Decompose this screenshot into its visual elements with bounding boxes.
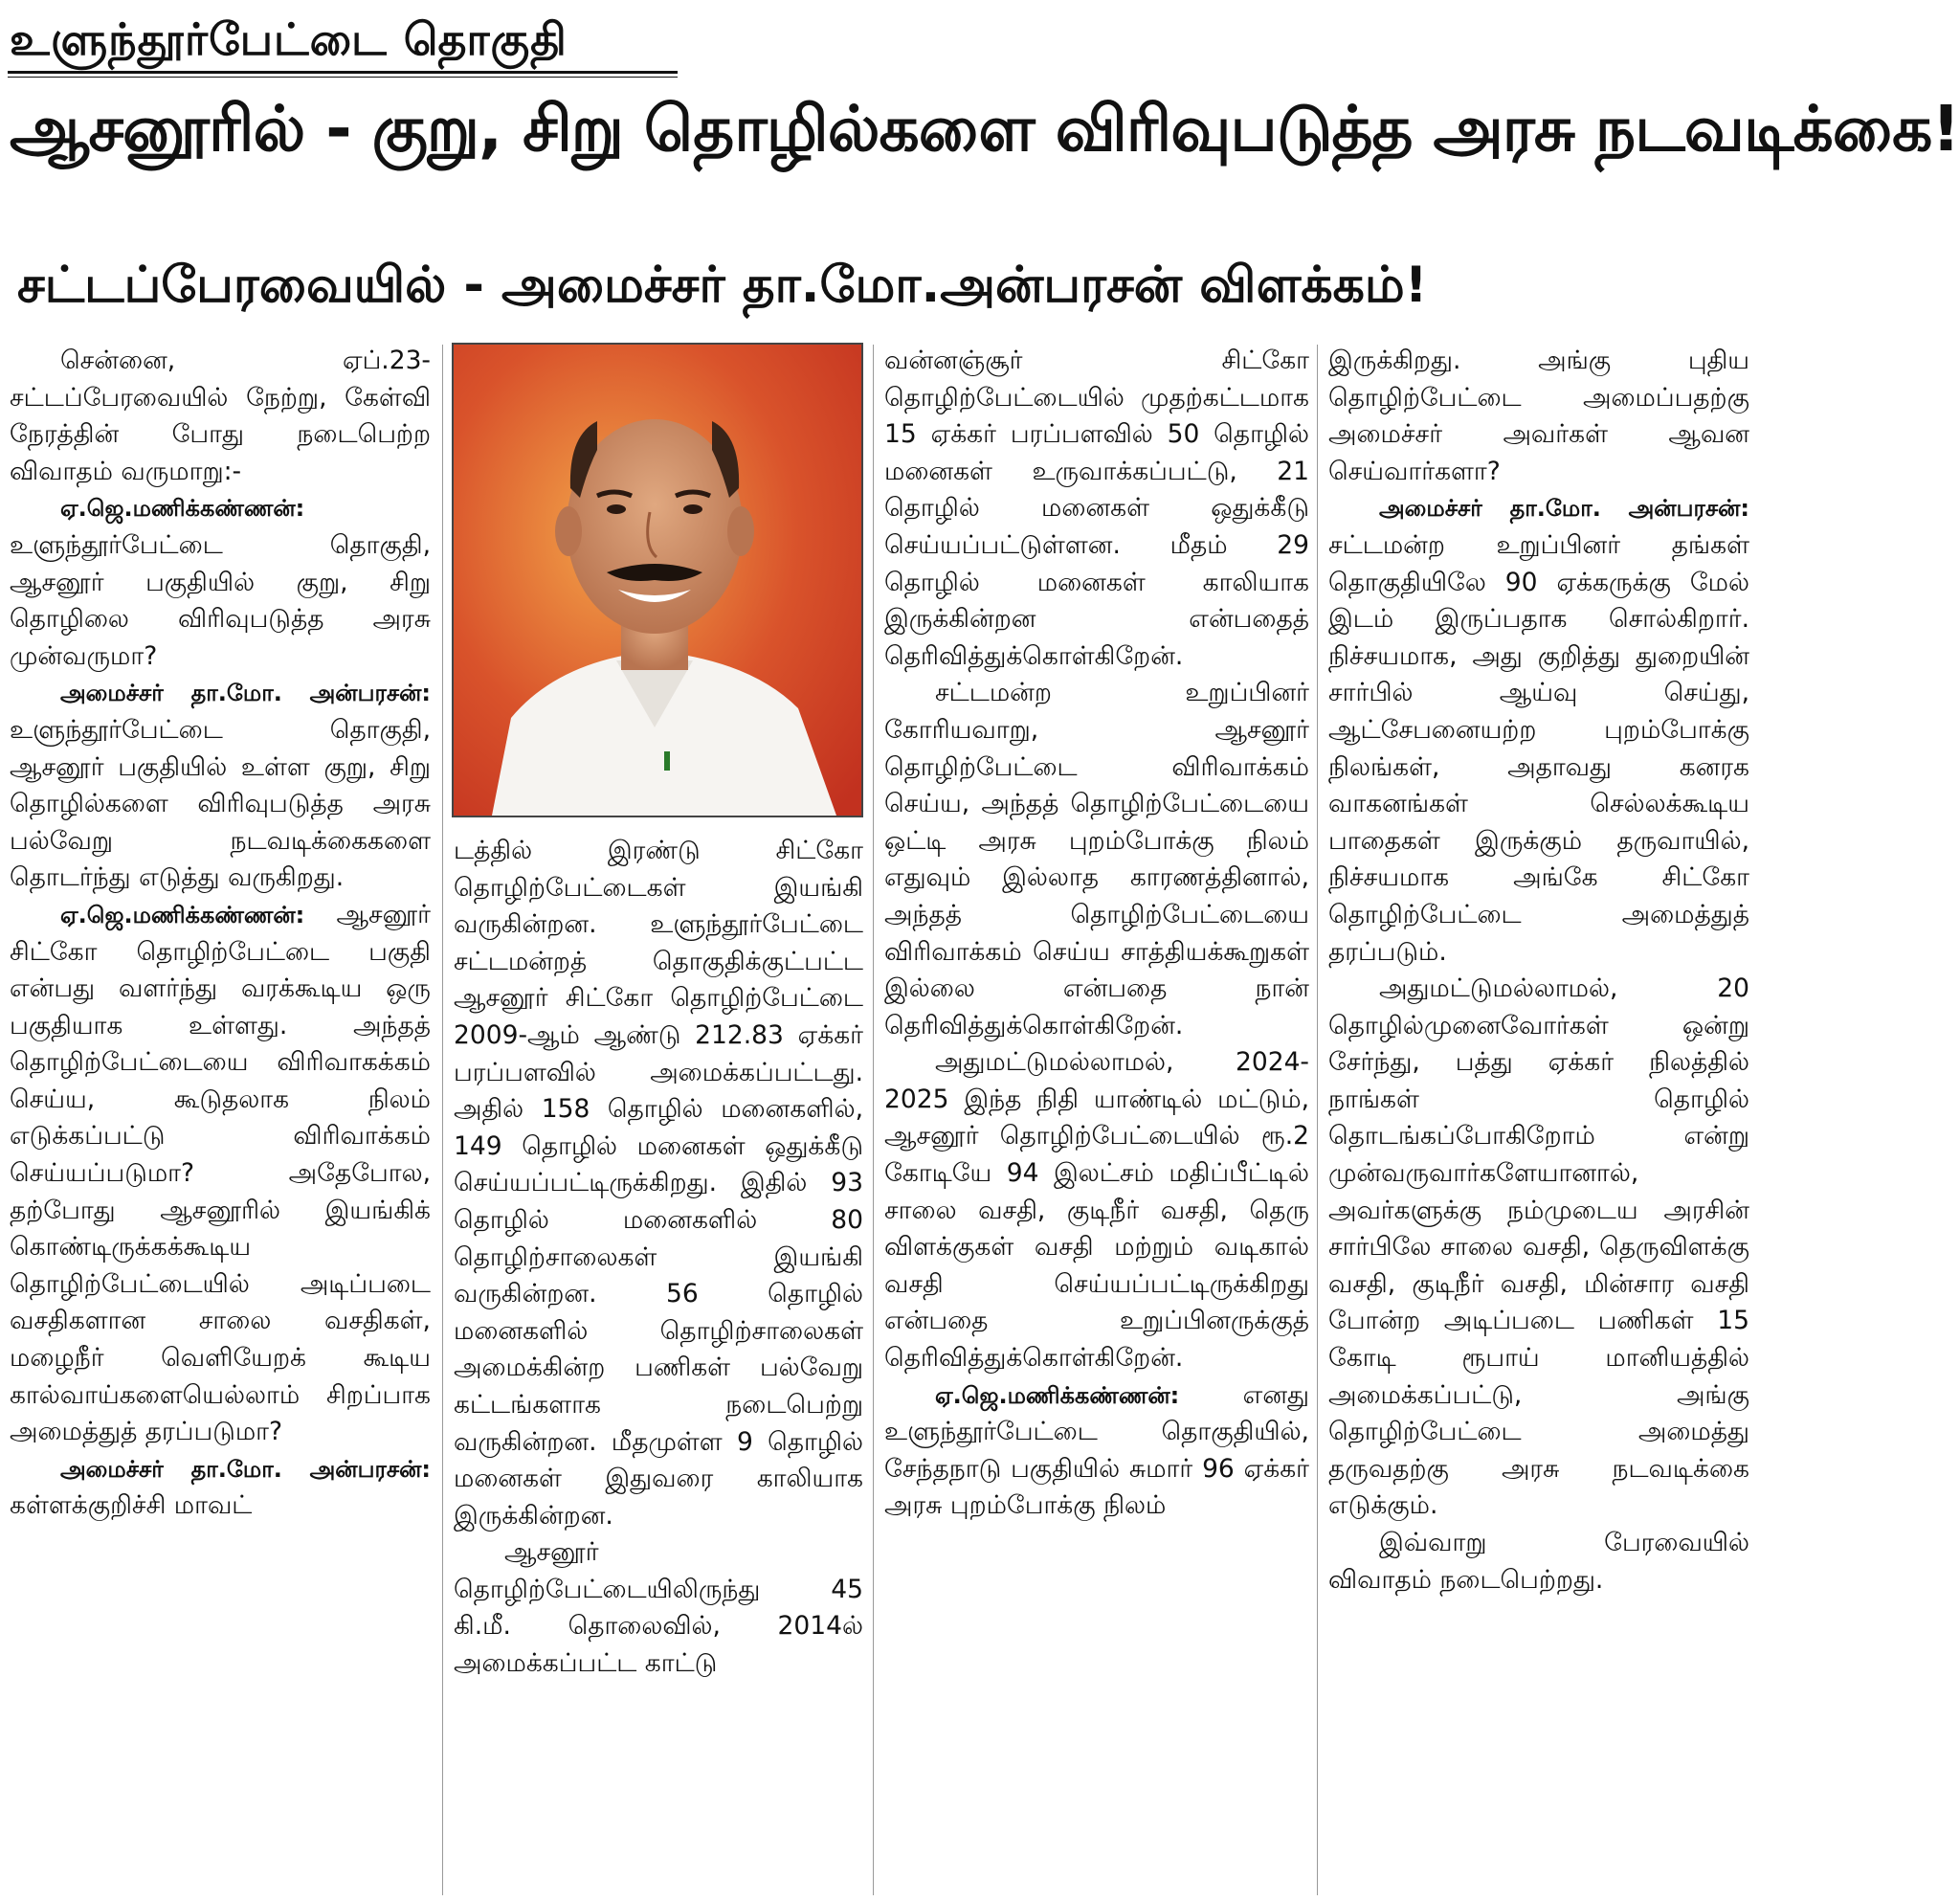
paragraph-text: உளுந்தூர்பேட்டை தொகுதி, ஆசனூர் பகுதியில் உள்ள குறு, சிறு தொழில்களை விரிவுபடுத்த அரசு பல்வேறு நடவடிக்கைகளை தொடர்ந்து எடுத்து வருகிறது. bbox=[10, 714, 431, 893]
paragraph bbox=[884, 675, 1309, 1044]
paragraph-text: இருக்கிறது. அங்கு புதிய தொழிற்பேட்டை அமைப்பதற்கு அமைச்சர் அவர்கள் ஆவன செய்வார்களா? bbox=[1328, 346, 1749, 486]
paragraph bbox=[884, 343, 1309, 675]
column-divider bbox=[442, 345, 443, 1895]
article-column-3 bbox=[884, 343, 1309, 1525]
paragraph-text: டத்தில் இரண்டு சிட்கோ தொழிற்பேட்டைகள் இயங்கி வருகின்றன. உளுந்தூர்பேட்டை சட்டமன்றத் தொகுதிக்குட்பட்ட ஆசனூர் சிட்கோ தொழிற்பேட்டை 2009-ஆம் ஆண்டு 212.83 ஏக்கர் பரப்பளவில் அமைக்கப்பட்டது. அதில் 158 தொழில் மனைகளில், 149 தொழில் மனைகள் ஒதுக்கீடு செய்யப்பட்டிருக்கிறது. இதில் 93 தொழில் மனைகளில் 80 தொழிற்சாலைகள் இயங்கி வருகின்றன. 56 தொழில் மனைகளில் தொழிற்சாலைகள் அமைக்கின்ற பணிகள் பல்வேறு கட்டங்களாக நடைபெற்று வருகின்றன. மீதமுள்ள 9 தொழில் மனைகள் இதுவரை காலியாக இருக்கின்றன. bbox=[454, 836, 863, 1531]
minister-photo bbox=[452, 343, 863, 817]
section-kicker: உளுந்தூர்பேட்டை தொகுதி bbox=[10, 13, 568, 65]
paragraph-text: சட்டமன்ற உறுப்பினர் கோரியவாறு, ஆசனூர் தொழிற்பேட்டை விரிவாக்கம் செய்ய, அந்தத் தொழிற்பேட்டையை ஒட்டி அரசு புறம்போக்கு நிலம் எதுவும் இல்லாத காரணத்தினால், அந்தத் தொழிற்பேட்டையை விரிவாக்கம் செய்ய சாத்தியக்கூறுகள் இல்லை என்பதை நான் தெரிவித்துக்கொள்கிறேன். bbox=[884, 678, 1309, 1040]
minister-portrait-photo-icon bbox=[454, 345, 861, 816]
paragraph-text: சென்னை, ஏப்.23- சட்டப்பேரவையில் நேற்று, கேள்வி நேரத்தின் போது நடைபெற்ற விவாதம் வருமாறு:- bbox=[10, 346, 431, 486]
headline: ஆசனூரில் - குறு, சிறு தொழில்களை விரிவுபடுத்த அரசு நடவடிக்கை! bbox=[10, 92, 1960, 166]
paragraph-text: வன்னஞ்சூர் சிட்கோ தொழிற்பேட்டையில் முதற்கட்டமாக 15 ஏக்கர் பரப்பளவில் 50 தொழில் மனைகள் உருவாக்கப்பட்டு, 21 தொழில் மனைகள் ஒதுக்கீடு செய்யப்பட்டுள்ளன. மீதம் 29 தொழில் மனைகள் காலியாக இருக்கின்றன என்பதைத் தெரிவித்துக்கொள்கிறேன். bbox=[884, 346, 1309, 671]
paragraph bbox=[884, 1377, 1309, 1525]
paragraph-text: அதுமட்டுமல்லாமல், 20 தொழில்முனைவோர்கள் ஒன்று சேர்ந்து, பத்து ஏக்கர் நிலத்தில் நாங்கள் தொழில் தொடங்கப்போகிறோம் என்று முன்வருவார்களேயானால், அவர்களுக்கு நம்முடைய அரசின் சார்பிலே சாலை வசதி, தெருவிளக்கு வசதி, குடிநீர் வசதி, மின்சார வசதி போன்ற அடிப்படை பணிகள் 15 கோடி ரூபாய் மானியத்தில் அமைக்கப்பட்டு, அங்கு தொழிற்பேட்டை அமைத்து தருவதற்கு அரசு நடவடிக்கை எடுக்கும். bbox=[1328, 973, 1749, 1521]
paragraph-text: ஆசனூர் தொழிற்பேட்டையிலிருந்து 45 கி.மீ. தொலைவில், 2014ல் அமைக்கப்பட்ட காட்டு bbox=[454, 1537, 863, 1679]
paragraph bbox=[10, 343, 431, 490]
kicker-underline bbox=[8, 71, 678, 74]
paragraph-text: அதுமட்டுமல்லாமல், 2024-2025 இந்த நிதி யாண்டில் மட்டும், ஆசனூர் தொழிற்பேட்டையில் ரூ.2 கோடியே 94 இலட்சம் மதிப்பீட்டில் சாலை வசதி, குடிநீர் வசதி, தெரு விளக்குகள் வசதி மற்றும் வடிகால் வசதி செய்யப்பட்டிருக்கிறது என்பதை உறுப்பினருக்குத் தெரிவித்துக்கொள்கிறேன். bbox=[884, 1047, 1309, 1374]
paragraph bbox=[1328, 971, 1749, 1525]
paragraph-text: ஆசனூர் சிட்கோ தொழிற்பேட்டை பகுதி என்பது வளர்ந்து வரக்கூடிய ஒரு பகுதியாக உள்ளது. அந்தத் தொழிற்பேட்டையை விரிவாகக்கம் செய்ய, கூடுதலாக நிலம் எடுக்கப்பட்டு விரிவாக்கம் செய்யப்படுமா? அதேபோல, தற்போது ஆசனூரில் இயங்கிக் கொண்டிருக்கக்கூடிய தொழிற்பேட்டையில் அடிப்படை வசதிகளான சாலை வசதிகள், மழைநீர் வெளியேறக் கூடிய கால்வாய்களையெல்லாம் சிறப்பாக அமைத்துத் தரப்படுமா? bbox=[10, 899, 431, 1447]
paragraph bbox=[1328, 490, 1749, 971]
paragraph bbox=[10, 675, 431, 897]
speaker-name: அமைச்சர் தா.மோ. அன்பரசன்: bbox=[1379, 495, 1749, 523]
paragraph-text: இவ்வாறு பேரவையில் விவாதம் நடைபெற்றது. bbox=[1328, 1528, 1749, 1595]
paragraph bbox=[884, 1044, 1309, 1376]
paragraph-text: எனது உளுந்தூர்பேட்டை தொகுதியில், சேந்தநாடு பகுதியில் சுமார் 96 ஏக்கர் அரசு புறம்போக்கு நிலம் bbox=[884, 1379, 1309, 1521]
column-divider bbox=[1317, 345, 1318, 1895]
speaker-name: அமைச்சர் தா.மோ. அன்பரசன்: bbox=[60, 680, 431, 707]
article-column-4 bbox=[1328, 343, 1749, 1599]
speaker-name: ஏ.ஜெ.மணிக்கண்ணன்: bbox=[935, 1381, 1180, 1409]
paragraph bbox=[454, 833, 863, 1534]
paragraph-text: கள்ளக்குறிச்சி மாவட் bbox=[10, 1490, 253, 1521]
paragraph bbox=[454, 1534, 863, 1682]
column-divider bbox=[873, 345, 874, 1895]
subheadline: சட்டப்பேரவையில் - அமைச்சர் தா.மோ.அன்பரசன் விளக்கம்! bbox=[17, 257, 1428, 314]
paragraph-text: சட்டமன்ற உறுப்பினர் தங்கள் தொகுதியிலே 90 ஏக்கருக்கு மேல் இடம் இருப்பதாக சொல்கிறார். நிச்சயமாக, அது குறித்து துறையின் சார்பில் ஆய்வு செய்து, ஆட்சேபனையற்ற புறம்போக்கு நிலங்கள், அதாவது கனரக வாகனங்கள் செல்லக்கூடிய பாதைகள் இருக்கும் தருவாயில், நிச்சயமாக அங்கே சிட்கோ தொழிற்பேட்டை அமைத்துத் தரப்படும். bbox=[1328, 529, 1749, 967]
speaker-name: அமைச்சர் தா.மோ. அன்பரசன்: bbox=[60, 1455, 431, 1483]
paragraph bbox=[10, 490, 431, 675]
speaker-name: ஏ.ஜெ.மணிக்கண்ணன்: bbox=[60, 495, 305, 523]
article-column-1 bbox=[10, 343, 431, 1525]
paragraph bbox=[1328, 343, 1749, 490]
paragraph-text: உளுந்தூர்பேட்டை தொகுதி, ஆசனூர் பகுதியில் குறு, சிறு தொழிலை விரிவுபடுத்த அரசு முன்வருமா? bbox=[10, 529, 431, 671]
speaker-name: ஏ.ஜெ.மணிக்கண்ணன்: bbox=[60, 901, 305, 928]
article-column-2 bbox=[454, 833, 863, 1683]
paragraph bbox=[10, 897, 431, 1451]
paragraph bbox=[10, 1451, 431, 1525]
paragraph bbox=[1328, 1525, 1749, 1599]
kicker-underline-thin bbox=[8, 77, 678, 78]
